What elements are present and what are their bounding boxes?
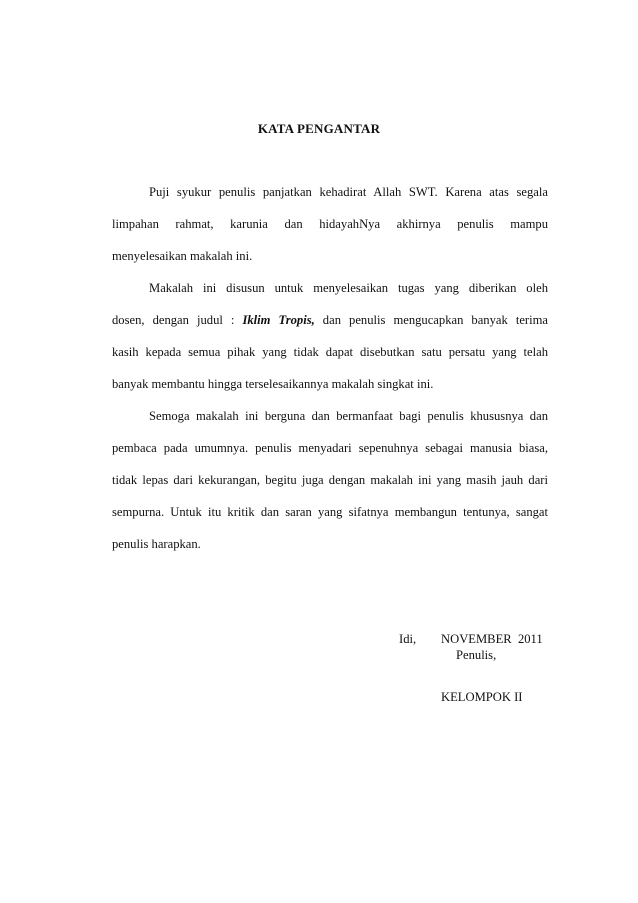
paragraph-2-line-2-after: dan penulis mengucapkan banyak terima — [314, 313, 548, 327]
paragraph-1-line-1: Puji syukur penulis panjatkan kehadirat Allah SWT. Karena atas segala — [149, 185, 548, 199]
paragraph-2-line-2 — [112, 312, 548, 328]
signature-place: Idi, — [399, 632, 417, 646]
page-title: KATA PENGANTAR — [257, 121, 381, 136]
paragraph-2-line-4: banyak membantu hingga terselesaikannya makalah singkat ini. — [112, 377, 434, 391]
signature-name: KELOMPOK II — [441, 690, 523, 704]
paragraph-1-line-2: limpahan rahmat, karunia dan hidayahNya akhirnya penulis mampu — [112, 217, 548, 231]
paragraph-2-line-3: kasih kepada semua pihak yang tidak dapat disebutkan satu persatu yang telah — [112, 345, 548, 359]
book-title-emphasis: Iklim Tropis, — [242, 313, 315, 327]
signature-role: Penulis, — [456, 648, 497, 662]
paragraph-2-line-2-before: dosen, dengan judul : — [112, 313, 243, 327]
paragraph-3-line-2: pembaca pada umumnya. penulis menyadari sepenuhnya sebagai manusia biasa, — [112, 441, 548, 455]
paragraph-2-line-1: Makalah ini disusun untuk menyelesaikan tugas yang diberikan oleh — [149, 281, 548, 295]
paragraph-3-line-4: sempurna. Untuk itu kritik dan saran yang sifatnya membangun tentunya, sangat — [112, 505, 548, 519]
paragraph-3-line-1: Semoga makalah ini berguna dan bermanfaat bagi penulis khususnya dan — [149, 409, 548, 423]
paragraph-1-line-3: menyelesaikan makalah ini. — [112, 249, 253, 263]
paragraph-3-line-3: tidak lepas dari kekurangan, begitu juga dengan makalah ini yang masih jauh dari — [112, 473, 548, 487]
signature-date: NOVEMBER 2011 — [441, 632, 543, 646]
paragraph-3-line-5: penulis harapkan. — [112, 537, 201, 551]
